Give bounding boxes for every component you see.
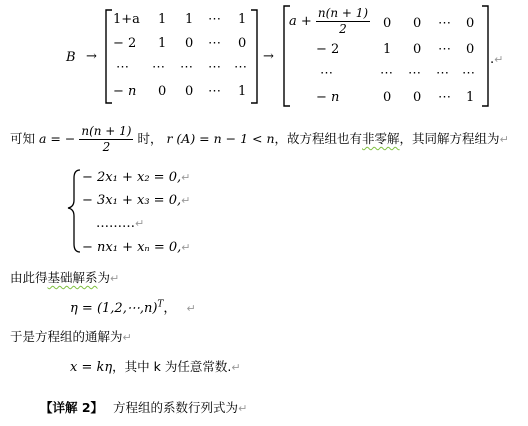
m2-r4-c5: 1 [466, 90, 475, 105]
eta-vector: η = (1,2,⋯,n)$^T$， ↵ [70, 299, 196, 316]
m1-r3-c2: ⋯ [152, 60, 165, 75]
m2-r1-c3: 0 [413, 16, 422, 31]
m1-r2-c1: − 2 [113, 36, 137, 51]
m2-r4-c3: 0 [413, 90, 422, 105]
m1-r4-c2: 0 [158, 84, 167, 99]
m1-r3-c1: ⋯ [116, 60, 129, 75]
detail-tag: 【详解 2】 [40, 400, 104, 415]
general-solution: x = kη，其中 k 为任意常数.↵ [70, 359, 241, 375]
p1-rank: r (A) = n − 1 < n [166, 131, 275, 146]
eq-1: − 2x₁ + x₂ = 0,↵ [82, 170, 191, 185]
eq-2: − 3x₁ + x₃ = 0,↵ [82, 193, 191, 208]
m1-r3-c4: ⋯ [208, 60, 221, 75]
m2-r2-c2: 1 [383, 42, 392, 57]
m1-r3-c5: ⋯ [234, 60, 247, 75]
m1-r4-c4: ⋯ [208, 84, 221, 99]
m1-r2-c5: 0 [238, 36, 247, 51]
eq-3: ………↵ [96, 216, 145, 231]
m2-frac-den: 2 [339, 22, 347, 36]
m2-r1-c4: ⋯ [438, 16, 451, 31]
m2-r1-c2: 0 [383, 16, 392, 31]
m1-r1-c3: 1 [185, 12, 194, 27]
p1-text: ，故方程组也有 [274, 131, 363, 146]
p1-frac-den: 2 [102, 140, 111, 154]
m2-r3-c1: ⋯ [320, 66, 333, 81]
m1-r2-c4: ⋯ [208, 36, 221, 51]
m1-r3-c3: ⋯ [180, 60, 193, 75]
m2-prefix: a + [289, 14, 312, 29]
detail-2: 【详解 2】 方程组的系数行列式为↵ [40, 400, 248, 415]
m2-r2-c1: − 2 [316, 42, 340, 57]
p1-time: 时， [137, 131, 163, 146]
detail-text: 方程组的系数行列式为 [113, 400, 239, 415]
m2-r3-c4: ⋯ [436, 66, 449, 81]
m2-r4-c2: 0 [383, 90, 392, 105]
m2-r3-c5: ⋯ [462, 66, 475, 81]
m1-r2-c3: 0 [185, 36, 194, 51]
m1-r4-c1: − n [113, 84, 137, 99]
paragraph-1: 可知 a = − $\frac{n(n + 1)}{2}$ 时， r (A) = n − 1 < n，故方程组也有非零解，其同解方程组为↵ [10, 124, 509, 154]
m2-frac-num: n(n + 1) [317, 6, 369, 20]
eq-4: − nx₁ + xₙ = 0,↵ [82, 240, 191, 255]
arrow-1: → [86, 49, 97, 64]
m2-r1-c1 [289, 6, 370, 37]
m1-r2-c2: 1 [158, 36, 167, 51]
p2-basic-solution: 基础解系 [47, 270, 98, 285]
m1-r1-c4: ⋯ [208, 12, 221, 27]
m2-r1-c5: 0 [466, 16, 475, 31]
gs-rest: ，其中 k 为任意常数. [112, 359, 232, 374]
gs-eq: x = kη [70, 360, 113, 375]
m1-r1-c1: 1+a [113, 12, 140, 27]
paragraph-3: 于是方程组的通解为↵ [10, 329, 132, 344]
m2-r2-c4: ⋯ [438, 42, 451, 57]
m1-r1-c2: 1 [158, 12, 167, 27]
m2-r2-c3: 0 [413, 42, 422, 57]
m1-r4-c3: 0 [185, 84, 194, 99]
matrix-suffix: .↵ [490, 52, 504, 67]
arrow-2: → [263, 49, 274, 64]
p1-prefix: 可知 [10, 131, 36, 146]
p1-frac-num: n(n + 1) [81, 124, 132, 138]
p1-nonzero: 非零解 [362, 131, 400, 146]
paragraph-2: 由此得基础解系为↵ [10, 270, 120, 285]
m2-r4-c4: ⋯ [438, 90, 451, 105]
matrix-label-b: B [66, 50, 76, 65]
m1-r4-c5: 1 [238, 84, 247, 99]
p1-a-eq: a = − [39, 131, 76, 146]
p1-text2: ，其同解方程组为 [399, 131, 500, 146]
m2-r4-c1: − n [316, 90, 340, 105]
m1-r1-c5: 1 [238, 12, 247, 27]
m2-r3-c2: ⋯ [380, 66, 393, 81]
m2-r2-c5: 0 [466, 42, 475, 57]
m2-r3-c3: ⋯ [408, 66, 421, 81]
